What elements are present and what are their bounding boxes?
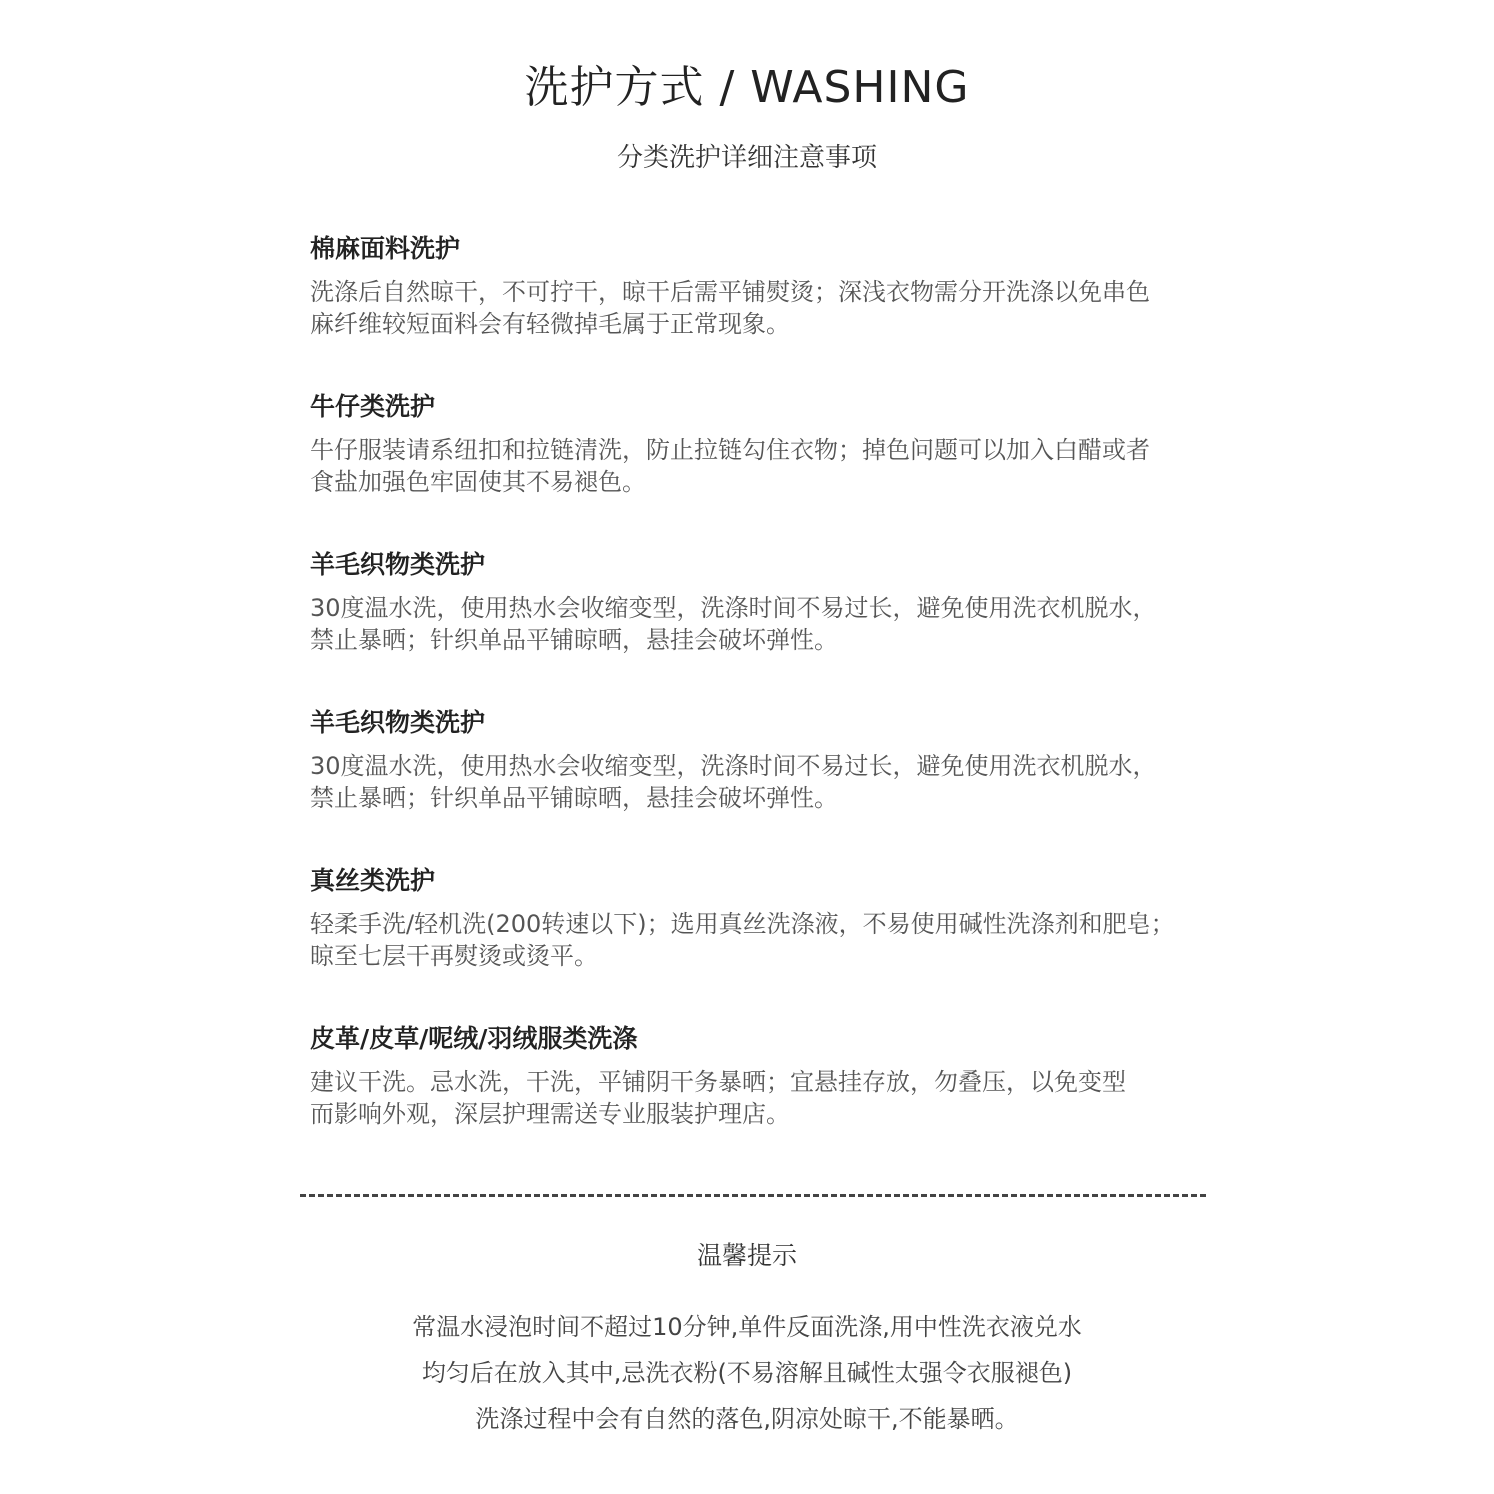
section-heading: 牛仔类洗护 [310, 392, 436, 421]
section-heading: 羊毛织物类洗护 [310, 708, 486, 737]
page-subtitle: 分类洗护详细注意事项 [616, 143, 877, 173]
section-line: 牛仔服装请系纽扣和拉链清洗，防止拉链勾住衣物；掉色问题可以加入白醋或者 [310, 436, 1150, 464]
care-section-cotton-linen [310, 230, 1210, 388]
care-section-wool [310, 546, 1210, 704]
section-body [310, 1066, 1210, 1130]
section-line: 建议干洗。忌水洗，干洗，平铺阴干务暴晒；宜悬挂存放，勿叠压，以免变型 [310, 1068, 1126, 1096]
tips-title: 温馨提示 [696, 1241, 797, 1270]
section-heading: 真丝类洗护 [310, 866, 436, 895]
section-body [310, 434, 1210, 498]
section-body [310, 276, 1210, 340]
section-line: 30度温水洗，使用热水会收缩变型，洗涤时间不易过长，避免使用洗衣机脱水， [310, 594, 1157, 622]
tips-body [0, 1304, 1494, 1442]
section-body [310, 592, 1210, 656]
section-line: 禁止暴晒；针织单品平铺晾晒，悬挂会破坏弹性。 [310, 626, 838, 654]
section-body [310, 750, 1210, 814]
section-line: 食盐加强色牢固使其不易褪色。 [310, 468, 646, 496]
tips-line: 常温水浸泡时间不超过10分钟,单件反面洗涤,用中性洗衣液兑水 [412, 1313, 1082, 1341]
section-line: 轻柔手洗/轻机洗(200转速以下)；选用真丝洗涤液，不易使用碱性洗涤剂和肥皂； [310, 910, 1175, 938]
section-line: 而影响外观，深层护理需送专业服装护理店。 [310, 1100, 790, 1128]
section-line: 麻纤维较短面料会有轻微掉毛属于正常现象。 [310, 310, 790, 338]
care-sections [310, 230, 1210, 1178]
dashed-divider [300, 1194, 1206, 1197]
section-line: 30度温水洗，使用热水会收缩变型，洗涤时间不易过长，避免使用洗衣机脱水， [310, 752, 1157, 780]
section-line: 晾至七层干再熨烫或烫平。 [310, 942, 598, 970]
section-line: 禁止暴晒；针织单品平铺晾晒，悬挂会破坏弹性。 [310, 784, 838, 812]
care-section-wool-repeat [310, 704, 1210, 862]
care-section-leather-fur-down [310, 1020, 1210, 1178]
section-heading: 羊毛织物类洗护 [310, 550, 486, 579]
section-body [310, 908, 1210, 972]
section-heading: 皮革/皮草/呢绒/羽绒服类洗涤 [310, 1024, 638, 1053]
care-section-denim [310, 388, 1210, 546]
page-title: 洗护方式 / WASHING [524, 62, 970, 113]
tips-line: 洗涤过程中会有自然的落色,阴凉处晾干,不能暴晒。 [475, 1405, 1019, 1433]
tips-line: 均匀后在放入其中,忌洗衣粉(不易溶解且碱性太强令衣服褪色) [421, 1359, 1073, 1387]
care-section-silk [310, 862, 1210, 1020]
section-line: 洗涤后自然晾干，不可拧干，晾干后需平铺熨烫；深浅衣物需分开洗涤以免串色 [310, 278, 1150, 306]
section-heading: 棉麻面料洗护 [310, 234, 461, 263]
